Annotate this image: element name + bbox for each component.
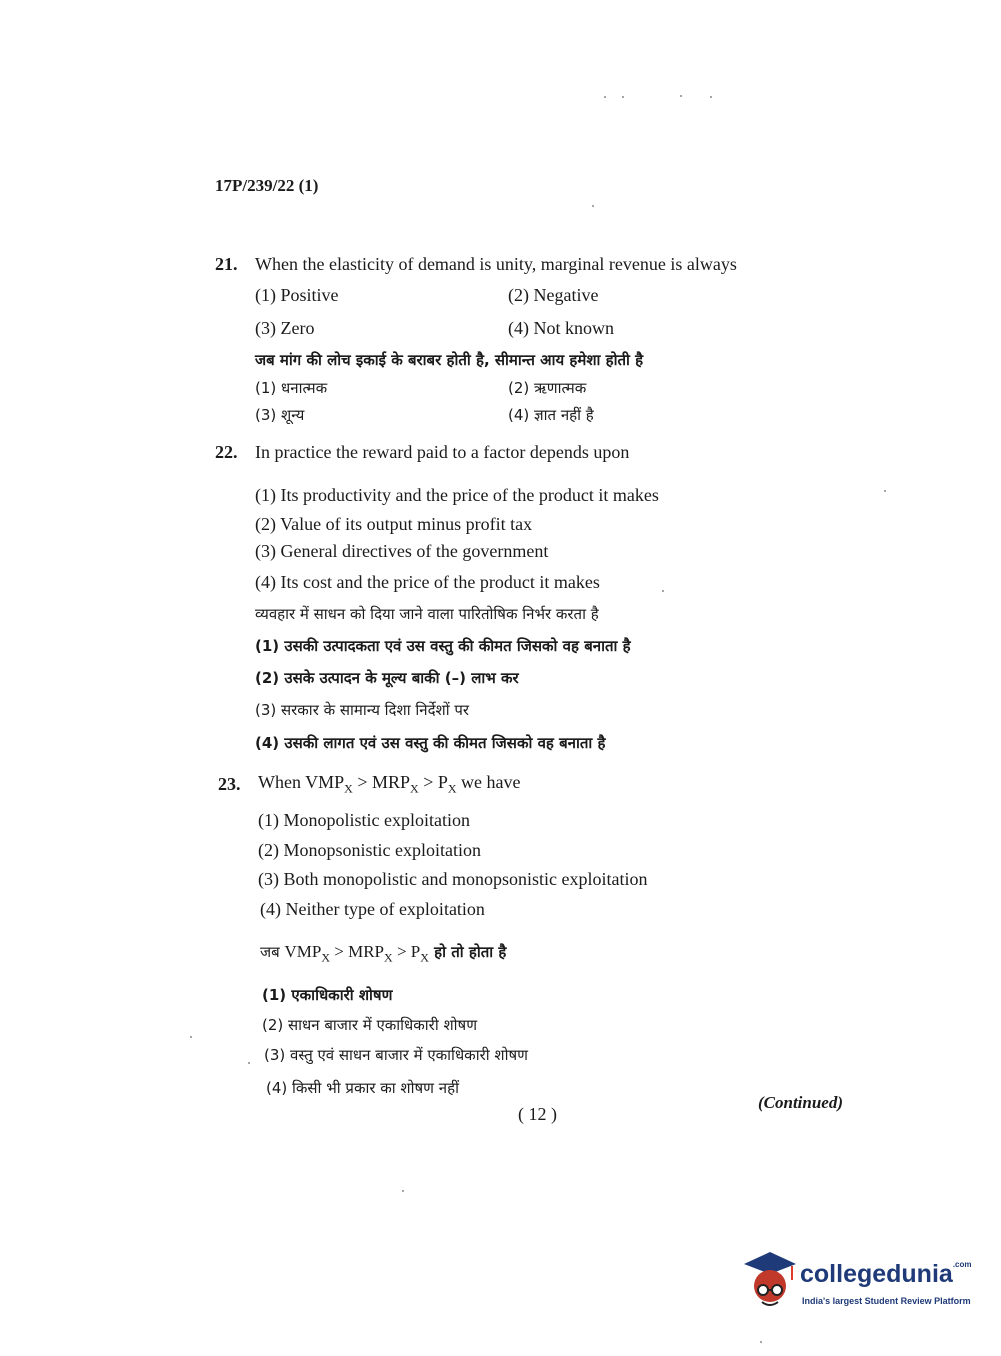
subscript-x: X	[447, 781, 457, 796]
question-22-option-1: (1) Its productivity and the price of the product it makes	[255, 485, 659, 505]
question-22-number: 22.	[215, 442, 238, 462]
collegedunia-logo	[742, 1250, 972, 1320]
greater-than-sign: >	[352, 772, 372, 792]
p-symbol: P	[410, 942, 421, 961]
question-21-hindi-option-1: (1) धनात्मक	[255, 379, 328, 397]
question-23-hindi-prefix: जब	[260, 943, 285, 961]
question-23-hindi-text	[260, 942, 506, 965]
subscript-x: X	[420, 950, 429, 965]
question-23-hindi-option-1: (1) एकाधिकारी शोषण	[262, 986, 393, 1004]
question-22-option-3: (3) General directives of the government	[255, 541, 549, 561]
scan-speck	[662, 590, 664, 592]
question-21-option-4: (4) Not known	[508, 318, 614, 338]
question-23-option-2: (2) Monopsonistic exploitation	[258, 840, 481, 860]
question-23-option-3: (3) Both monopolistic and monopsonistic exploitation	[258, 869, 648, 889]
question-23-option-1: (1) Monopolistic exploitation	[258, 810, 470, 830]
logo-tagline: India's largest Student Review Platform	[802, 1296, 971, 1306]
question-22-hindi-text: व्यवहार में साधन को दिया जाने वाला पारितोषिक निर्भर करता है	[255, 605, 599, 623]
scan-speck	[710, 96, 712, 98]
subscript-x: X	[384, 950, 393, 965]
scan-speck	[884, 490, 886, 492]
question-21-option-3: (3) Zero	[255, 318, 315, 338]
mrp-symbol: MRP	[372, 772, 411, 792]
question-22-option-4: (4) Its cost and the price of the product it makes	[255, 572, 600, 592]
subscript-x: X	[321, 950, 330, 965]
question-22-hindi-option-2: (2) उसके उत्पादन के मूल्य बाकी (–) लाभ कर	[255, 669, 519, 687]
question-21-option-1: (1) Positive	[255, 285, 339, 305]
question-22-text: In practice the reward paid to a factor depends upon	[255, 442, 630, 462]
scan-speck	[248, 1062, 250, 1064]
question-23-suffix: we have	[456, 772, 521, 792]
logo-name-text: collegedunia	[800, 1260, 953, 1288]
greater-than-sign: >	[418, 772, 438, 792]
question-21-option-2: (2) Negative	[508, 285, 599, 305]
scan-speck	[604, 96, 606, 98]
scan-speck	[592, 205, 594, 207]
question-21-hindi-option-3: (3) शून्य	[255, 406, 305, 424]
question-21-hindi-option-2: (2) ऋणात्मक	[508, 379, 587, 397]
question-22-hindi-option-4: (4) उसकी लागत एवं उस वस्तु की कीमत जिसको वह बनाता है	[255, 734, 606, 752]
question-22-hindi-option-1: (1) उसकी उत्पादकता एवं उस वस्तु की कीमत जिसको वह बनाता है	[255, 637, 631, 655]
p-symbol: P	[437, 772, 448, 792]
greater-than-sign: >	[392, 942, 411, 961]
question-21-number: 21.	[215, 254, 238, 274]
mrp-symbol: MRP	[348, 942, 385, 961]
question-23-option-4: (4) Neither type of exploitation	[260, 899, 485, 919]
question-22-hindi-option-3: (3) सरकार के सामान्य दिशा निर्देशों पर	[255, 701, 470, 719]
scan-speck	[680, 95, 682, 97]
question-23-hindi-option-3: (3) वस्तु एवं साधन बाजार में एकाधिकारी शोषण	[264, 1046, 528, 1064]
subscript-x: X	[410, 781, 419, 796]
question-21-hindi-text: जब मांग की लोच इकाई के बराबर होती है, सीमान्त आय हमेशा होती है	[255, 351, 644, 369]
question-21-text: When the elasticity of demand is unity, marginal revenue is always	[255, 254, 737, 274]
question-23-prefix: When	[258, 772, 306, 792]
logo-wordmark	[800, 1260, 971, 1289]
question-23-hindi-option-2: (2) साधन बाजार में एकाधिकारी शोषण	[262, 1016, 478, 1034]
question-21-hindi-option-4: (4) ज्ञात नहीं है	[508, 406, 594, 424]
question-23-hindi-option-4: (4) किसी भी प्रकार का शोषण नहीं	[266, 1079, 459, 1097]
logo-com-text: .com	[952, 1260, 972, 1269]
subscript-x: X	[344, 781, 353, 796]
vmp-symbol: VMP	[305, 772, 345, 792]
greater-than-sign: >	[330, 942, 349, 961]
vmp-symbol: VMP	[284, 942, 322, 961]
question-23-hindi-suffix: हो तो होता है	[428, 943, 507, 961]
scan-speck	[622, 96, 624, 98]
page-number: ( 12 )	[518, 1104, 557, 1124]
question-22-option-2: (2) Value of its output minus profit tax	[255, 514, 533, 534]
scan-speck	[402, 1190, 404, 1192]
paper-code: 17P/239/22 (1)	[215, 176, 319, 195]
scan-speck	[760, 1341, 762, 1343]
question-23-text	[258, 772, 521, 797]
continued-label: (Continued)	[758, 1093, 844, 1112]
question-23-number: 23.	[218, 774, 241, 794]
student-mascot-icon	[742, 1250, 798, 1310]
scan-speck	[190, 1036, 192, 1038]
